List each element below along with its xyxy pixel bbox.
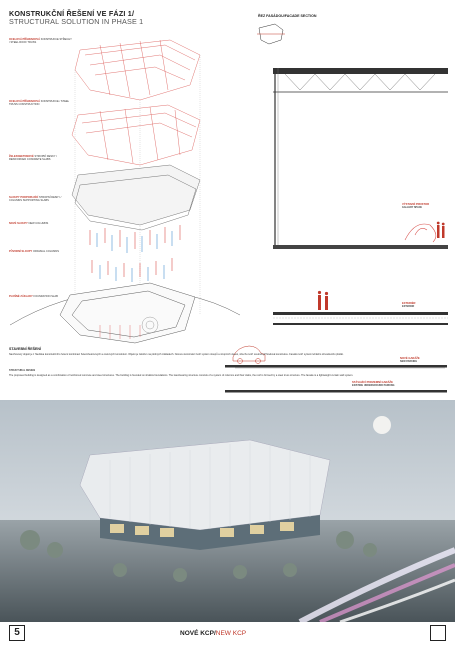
building-rendering [0,400,455,622]
structural-text-en-title: STRUCTURAL DESIGN [9,369,36,372]
footer-title: NOVÉ KCP/NEW KCP [180,630,247,637]
structural-text-title: STAVEBNÍ ŘEŠENÍ [9,347,42,351]
label-columns-supporting: SLOUPY PODPORUJÍCÍ STROPNÍ DESKY / COLUMNS SUPPORTING SLABS [9,196,62,203]
moon [373,416,391,434]
page-subtitle: STRUCTURAL SOLUTION IN PHASE 1 [9,17,144,26]
roof-truss-layer [75,40,200,100]
gallery-sketch [405,224,436,242]
exterior-label: EXTERIÉR EXTERIOR [402,302,416,308]
new-garage-label: NOVÉ GARÁŽE NEW PARKING [400,357,420,363]
parking-section-drawing [225,335,447,395]
building-volume [80,440,330,550]
exterior-level [273,312,448,315]
steel-truss-layer [72,105,200,165]
existing-garage-label: STÁVAJÍCÍ PODZEMNÍ GARÁŽE EXISTING UNDERGROUND PARKING [352,381,395,387]
people-figures [318,222,445,310]
label-slabs: ŽELEZOBETONOVÉ STROPNÍ DESKY / REINFORCED CONCRETE SLABS [9,155,57,162]
label-new-columns: NOVÉ SLOUPY NEW COLUMNS [9,222,49,225]
concrete-slabs-layer [72,165,200,230]
site-foundation-layer [10,283,240,343]
label-steel-truss: OCELOVÁ PŘÍHRADOVÁ KONSTRUKCE / STEEL TRUSS CONSTRUCTION [9,100,70,107]
gallery-floor-slab [273,245,448,249]
facade-section-drawing [255,20,450,345]
page-title: KONSTRUKČNÍ ŘEŠENÍ VE FÁZI 1/ [9,9,135,18]
gallery-label: VÝSTAVNÍ PROSTOR GALLERY SPACE [402,203,430,209]
label-roof-truss: OCELOVÁ PŘÍHRADOVÁ KONSTRUKCE STŘECHY / STEEL ROOF TRUSS [9,38,72,45]
footer-empty-box [430,625,446,641]
roof-structure [273,68,448,92]
section-title: ŘEZ FASÁDOU/FACADE SECTION [258,14,317,18]
label-foundation: PLOŠNÉ ZÁKLADY FOUNDATION SLAB [9,295,58,298]
structural-text-cz: Navrhovaný objekt je z hlediska konstrukčního řešení kombinací železobetonových a ocelových konstrukcí. Objekt je založen na plošných základech. Nosnou konstrukci tvoří systém sloupů a stropních desek, střechu tvoří ocelová příhradová konstrukce. Fasádu tvoří systém lehkého obvodového pláště. [9,353,344,356]
label-original-columns: PŮVODNÍ SLOUPY ORIGINAL COLUMNS [9,250,59,253]
section-key-icon [257,24,285,44]
structural-text-en: The proposed building is designed as a combination of reinforced concrete and steel structures. The building is founded on shallow foundations. The load-bearing structure consists of a system of columns and floor slabs, the roof is formed by a steel truss structure. The facade is a lightweight curtain wall system. [9,374,354,377]
columns-layer [90,225,180,282]
page-number: 5 [9,625,25,641]
